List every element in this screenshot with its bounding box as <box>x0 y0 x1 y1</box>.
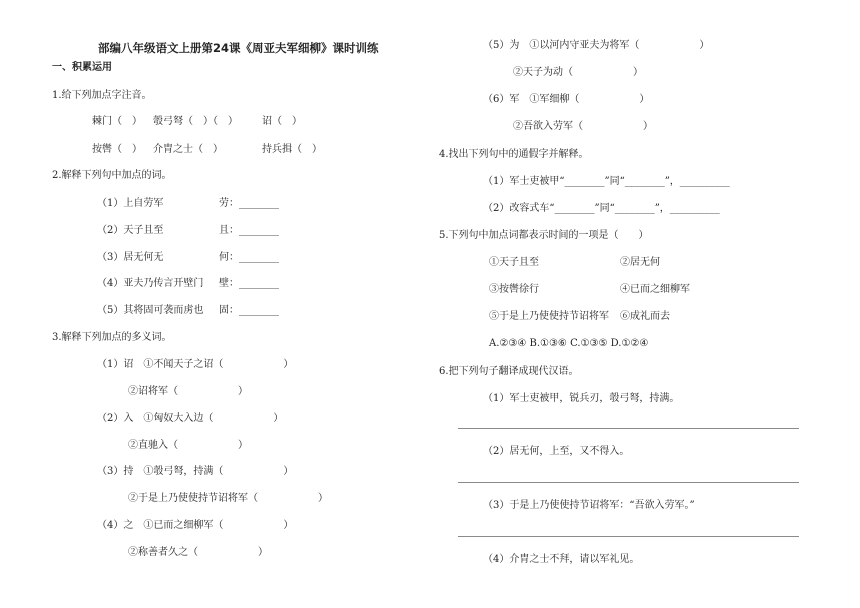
q1-item: 持兵揖（ ） <box>262 144 322 155</box>
q3-line: （3）持 ①彀弓弩，持满（ ） <box>97 466 294 477</box>
answer-line <box>458 536 799 537</box>
q5-choices: A.②③④ B.①③⑥ C.①③⑤ D.①②④ <box>489 338 649 349</box>
q1-item: 介胄之士（ ） <box>153 144 223 155</box>
q5-option: ⑥成礼而去 <box>620 311 670 322</box>
q1-item: 彀弓弩（ ）（ ） <box>153 116 238 127</box>
q3-line: ②天子为动（ ） <box>513 67 643 78</box>
q4-line: （2）改容式车“________”同“________”，__________ <box>483 203 720 214</box>
q2-sentence: （2）天子且至 <box>97 225 164 236</box>
q5-option: ①天子且至 <box>489 257 539 268</box>
q2-answer: 何：________ <box>219 252 279 263</box>
q5-option: ②居无何 <box>620 257 660 268</box>
section-heading: 一、积累运用 <box>52 62 112 73</box>
q5-option: ④已而之细柳军 <box>620 284 690 295</box>
q5-prompt: 5.下列句中加点词都表示时间的一项是（ ） <box>439 230 649 241</box>
q2-answer: 壁：________ <box>219 278 279 289</box>
q2-sentence: （4）亚夫乃传言开壁门 <box>97 278 204 289</box>
q5-option: ⑤于是上乃使使持节诏将军 <box>489 311 609 322</box>
q3-line: （1）诏 ①不闻天子之诏（ ） <box>97 359 294 370</box>
q2-sentence: （1）上自劳军 <box>97 198 164 209</box>
q3-line: ②直驰入（ ） <box>128 440 248 451</box>
q2-answer: 且：________ <box>219 225 279 236</box>
q2-answer: 固：________ <box>219 305 279 316</box>
q3-line: （2）入 ①匈奴大入边（ ） <box>97 413 284 424</box>
q1-prompt: 1.给下列加点字注音。 <box>52 90 152 101</box>
q3-line: ②诏将军（ ） <box>128 386 248 397</box>
q6-sentence: （1）军士吏被甲，锐兵刃，彀弓弩，持满。 <box>483 393 680 404</box>
answer-line <box>458 428 799 429</box>
q6-sentence: （2）居无何，上至，又不得入。 <box>483 446 630 457</box>
q1-item: 诏（ ） <box>262 116 302 127</box>
q3-line: （4）之 ①已而之细柳军（ ） <box>97 520 294 531</box>
q6-sentence: （3）于是上乃使使持节诏将军：“吾欲入劳军。” <box>483 500 695 511</box>
q3-prompt: 3.解释下列加点的多义词。 <box>52 332 172 343</box>
q6-prompt: 6.把下列句子翻译成现代汉语。 <box>439 366 579 377</box>
q4-prompt: 4.找出下列句中的通假字并解释。 <box>439 149 589 160</box>
q3-line: （6）军 ①军细柳（ ） <box>483 94 650 105</box>
q3-line: ②称善者久之（ ） <box>128 547 268 558</box>
q4-line: （1）军士吏被甲“________”同“________”，__________ <box>483 176 730 187</box>
q2-prompt: 2.解释下列句中加点的词。 <box>52 170 172 181</box>
q3-line: （5）为 ①以河内守亚夫为将军（ ） <box>483 40 710 51</box>
answer-line <box>458 482 799 483</box>
q1-item: 棘门（ ） <box>92 116 142 127</box>
q3-line: ②吾欲入劳军（ ） <box>513 121 653 132</box>
q2-sentence: （3）居无何无 <box>97 252 164 263</box>
q3-line: ②于是上乃使使持节诏将军（ ） <box>128 493 328 504</box>
q2-answer: 劳：________ <box>219 198 279 209</box>
q2-sentence: （5）其将固可袭而虏也 <box>97 305 204 316</box>
q5-option: ③按辔徐行 <box>489 284 539 295</box>
page-title: 部编八年级语文上册第24课《周亚夫军细柳》课时训练 <box>98 41 379 55</box>
q1-item: 按辔（ ） <box>92 144 142 155</box>
q6-sentence: （4）介胄之士不拜，请以军礼见。 <box>483 554 640 565</box>
